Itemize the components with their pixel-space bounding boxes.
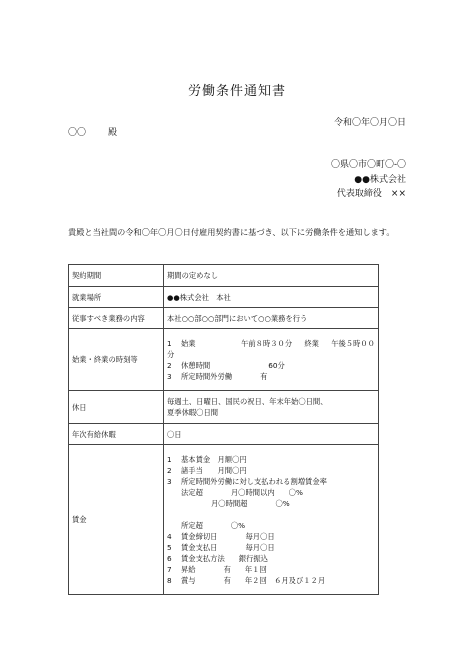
terms-table bbox=[68, 264, 379, 595]
duties-value: 本社○○部○○部門において○○業務を行う bbox=[164, 308, 379, 329]
row-label: 就業場所 bbox=[69, 287, 164, 308]
wage-line: 7 昇給 有 年１回 bbox=[167, 564, 267, 574]
table-row bbox=[69, 287, 379, 308]
wage-line: 法定超 月〇時間以内 〇% bbox=[181, 487, 303, 497]
addressee bbox=[68, 125, 117, 138]
wage-line: 1 基本賃金 月額〇円 bbox=[167, 454, 247, 464]
wage-line: 6 賃金支払方法 銀行振込 bbox=[167, 553, 268, 563]
workplace-value: ●●株式会社 本社 bbox=[164, 287, 379, 308]
paid-leave-value: 〇日 bbox=[164, 424, 379, 445]
row-label: 従事すべき業務の内容 bbox=[69, 308, 164, 329]
row-label: 賃金 bbox=[69, 445, 164, 595]
wage-spacer bbox=[167, 509, 375, 520]
table-row bbox=[69, 391, 379, 424]
contract-period-value: 期間の定めなし bbox=[164, 265, 379, 287]
row-label: 契約期間 bbox=[69, 265, 164, 287]
row-label: 始業・終業の時刻等 bbox=[69, 329, 164, 391]
addressee-name: 〇〇 bbox=[68, 128, 87, 138]
table-row bbox=[69, 424, 379, 445]
wage-line: 5 賃金支払日 毎月〇日 bbox=[167, 542, 275, 552]
table-row bbox=[69, 329, 379, 391]
company-name: ●●株式会社 bbox=[354, 175, 406, 185]
table-row bbox=[69, 445, 379, 595]
issue-date: 令和〇年〇月〇日 bbox=[333, 118, 406, 128]
hours-value bbox=[164, 329, 379, 391]
hours-line: 3 所定時間外労働 有 bbox=[167, 371, 268, 381]
company-address: 〇県〇市〇町〇-〇 bbox=[330, 160, 406, 170]
wages-value bbox=[164, 445, 379, 595]
hours-line: 分 bbox=[167, 349, 175, 359]
holidays-value: 毎週土、日曜日、国民の祝日、年末年始〇日間、 夏季休暇〇日間 bbox=[164, 391, 379, 424]
hours-line: 1 始業 午前８時３０分 終業 午後５時００ bbox=[167, 338, 375, 348]
hours-line: 2 休憩時間 60分 bbox=[167, 360, 285, 370]
table-row bbox=[69, 308, 379, 329]
document-title: 労働条件通知書 bbox=[187, 84, 286, 99]
row-label: 年次有給休暇 bbox=[69, 424, 164, 445]
row-label: 休日 bbox=[69, 391, 164, 424]
table-row bbox=[69, 265, 379, 287]
wage-line: 4 賃金締切日 毎月〇日 bbox=[167, 531, 275, 541]
wage-line: 8 賞与 有 年２回 ６月及び１２月 bbox=[167, 575, 326, 585]
wage-line: 2 諸手当 月間〇円 bbox=[167, 465, 247, 475]
wage-line: 3 所定時間外労働に対し支払われる割増賃金率 bbox=[167, 476, 327, 486]
company-representative: 代表取締役 ×× bbox=[336, 189, 406, 199]
honorific: 殿 bbox=[108, 128, 118, 138]
intro-text: 貴殿と当社間の令和〇年〇月〇日付雇用契約書に基づき、以下に労働条件を通知します。 bbox=[68, 227, 395, 237]
wage-line: 月〇時間超 〇% bbox=[211, 498, 290, 508]
wage-line: 所定超 〇% bbox=[181, 520, 246, 530]
